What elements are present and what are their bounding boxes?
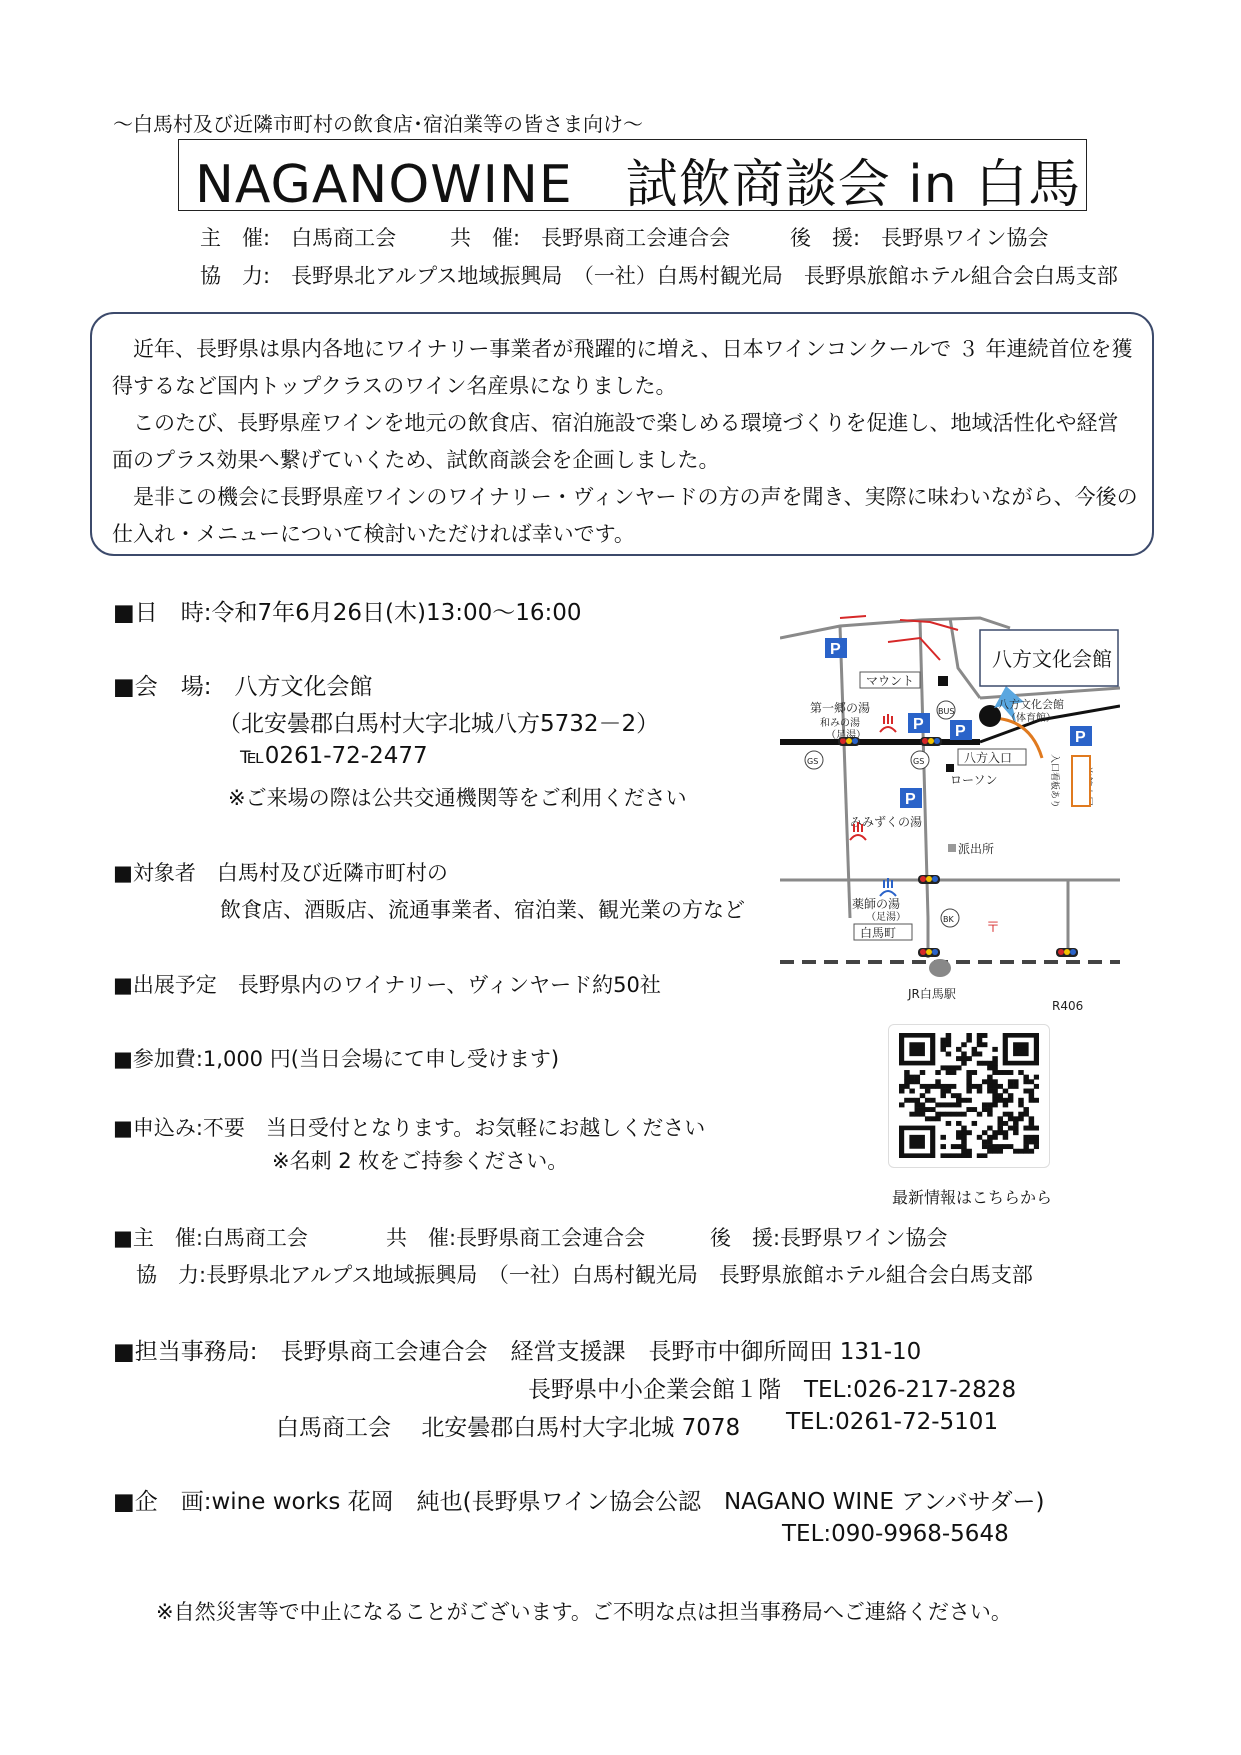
exhibitors: ■出展予定 長野県内のワイナリー、ヴィンヤード約50社 [113, 973, 661, 997]
intro-line: 得するなど国内トップクラスのワイン名産県になりました。 [112, 374, 677, 398]
cooperation-top: 協 力: 長野県北アルプス地域振興局 （一社）白馬村観光局 長野県旅館ホテル組合会白馬支部 [200, 264, 1118, 288]
svg-text:（足湯）: （足湯） [866, 912, 906, 923]
cohost-top: 共 催: 長野県商工会連合会 [450, 226, 731, 250]
event-venue: ■会 場: 八方文化会館 [113, 674, 373, 700]
qr-code[interactable] [899, 1033, 1039, 1158]
svg-text:GS: GS [807, 757, 819, 766]
svg-text:P: P [830, 641, 841, 658]
hakuba-chamber-tel: TEL:0261-72-5101 [786, 1409, 999, 1435]
svg-text:ローソン: ローソン [950, 773, 998, 787]
svg-text:BK: BK [943, 915, 954, 924]
svg-text:マウント: マウント [866, 674, 915, 688]
svg-text:JR白馬駅: JR白馬駅 [908, 987, 956, 1001]
cohost-bottom: 共 催:長野県商工会連合会 [386, 1226, 646, 1250]
target-audience-detail: 飲食店、酒販店、流通事業者、宿泊業、観光業の方など [220, 898, 745, 922]
planner: ■企 画:wine works 花岡 純也(長野県ワイン協会公認 NAGANO WINE アンバサダー) [113, 1489, 1045, 1515]
intro-line: 仕入れ・メニューについて検討いただければ幸いです。 [112, 522, 635, 546]
svg-text:（足湯）: （足湯） [826, 730, 866, 741]
support-bottom: 後 援:長野県ワイン協会 [710, 1226, 948, 1250]
intro-line: このたび、長野県産ワインを地元の飲食店、宿泊施設で楽しめる環境づくりを促進し、地域活性化や経営 [112, 411, 1119, 435]
svg-text:第一郷の湯: 第一郷の湯 [810, 701, 871, 715]
svg-text:白馬町: 白馬町 [860, 926, 897, 940]
participation-fee: ■参加費:1,000 円(当日会場にて申し受けます) [113, 1047, 560, 1071]
svg-text:P: P [905, 791, 916, 808]
intro-line: 面のプラス効果へ繋げていくため、試飲商談会を企画しました。 [112, 448, 720, 472]
target-audience: ■対象者 白馬村及び近隣市町村の [113, 861, 448, 885]
subtitle: ～白馬村及び近隣市町村の飲食店･宿泊業等の皆さま向け～ [113, 112, 643, 136]
hakuba-chamber-address: 白馬商工会 北安曇郡白馬村大字北城 7078 [276, 1415, 741, 1441]
intro-line: 是非この機会に長野県産ワインのワイナリー・ヴィンヤードの方の声を聞き、実際に味わいながら、今後の [112, 485, 1138, 509]
svg-text:P: P [955, 723, 966, 740]
application-note: ※名刺 2 枚をご持参ください。 [272, 1149, 569, 1173]
svg-text:和みの湯: 和みの湯 [820, 718, 860, 729]
office-contact: ■担当事務局: 長野県商工会連合会 経営支援課 長野市中御所岡田 131-10 [113, 1339, 922, 1365]
footer-note: ※自然災害等で中止になることがございます。ご不明な点は担当事務局へご連絡ください。 [156, 1600, 1012, 1624]
svg-text:P: P [913, 716, 924, 733]
host-bottom: ■主 催:白馬商工会 [113, 1226, 308, 1250]
svg-text:GS: GS [913, 757, 925, 766]
svg-text:薬師の湯: 薬師の湯 [852, 897, 901, 911]
support-top: 後 援: 長野県ワイン協会 [790, 226, 1049, 250]
venue-tel: ℡0261-72-2477 [240, 743, 428, 769]
cooperation-bottom: 協 力:長野県北アルプス地域振興局 （一社）白馬村観光局 長野県旅館ホテル組合会白馬支部 [136, 1263, 1033, 1287]
qr-caption: 最新情報はこちらから [892, 1188, 1053, 1207]
application: ■申込み:不要 当日受付となります。お気軽にお越しください [113, 1116, 706, 1140]
svg-text:八方入口: 八方入口 [964, 751, 1013, 765]
venue-address: （北安曇郡白馬村大字北城八方5732－2） [218, 711, 660, 737]
svg-text:八方文化会館: 八方文化会館 [992, 647, 1112, 671]
svg-text:八方文化会館: 八方文化会館 [998, 698, 1064, 711]
svg-text:派出所: 派出所 [958, 842, 995, 856]
svg-text:P: P [1075, 729, 1086, 746]
svg-text:BUS: BUS [938, 707, 955, 716]
planner-tel: TEL:090-9968-5648 [782, 1521, 1009, 1547]
svg-text:みみずくの湯: みみずくの湯 [850, 815, 923, 829]
page-title: NAGANOWINE 試飲商談会 in 白馬 [195, 155, 1082, 215]
svg-text:入口看板あり: 入口看板あり [1049, 754, 1059, 809]
intro-line: 近年、長野県は県内各地にワイナリー事業者が飛躍的に増え、日本ワインコンクールで ３ 年連続首位を獲 [112, 337, 1133, 361]
office-contact-tel: 長野県中小企業会館１階 TEL:026-217-2828 [528, 1377, 1017, 1403]
title-box [178, 139, 1087, 215]
venue-note: ※ご来場の際は公共交通機関等をご利用ください [228, 786, 687, 810]
svg-text:（体育館）: （体育館） [1006, 713, 1056, 724]
svg-text:R406: R406 [1052, 999, 1084, 1013]
intro-box [90, 312, 1154, 556]
qr-code-box [888, 1024, 1050, 1168]
svg-text:〒: 〒 [986, 920, 1000, 936]
access-map [780, 608, 1120, 1020]
event-datetime: ■日 時:令和7年6月26日(木)13:00～16:00 [113, 600, 582, 626]
host-top: 主 催: 白馬商工会 [200, 226, 397, 250]
